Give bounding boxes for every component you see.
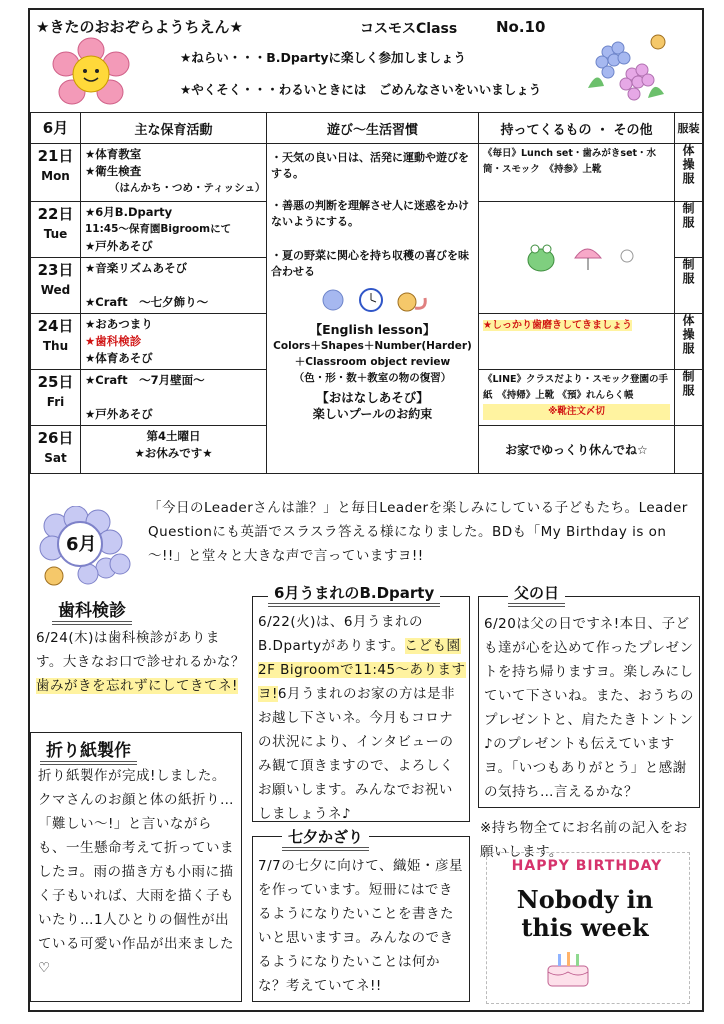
origami-body: 折り紙製作が完成!しました。クマさんのお顔と体の紙折り…「難しい～!」と言いながらも、一生懸命考えて折っていましたヨ。雨の描き方も小雨に描く子もいれば、大雨を描く子もいたり…1人ひとりの個性が出ている可愛い作品が出来ました♡ [38, 768, 234, 976]
fathersday-body: 6/20は父の日ですネ!本日、子ども達が心を込めて作ったプレゼントを持ち帰りますヨ。楽しみにしていて下さいね。また、おうちのプレゼントと、肩たたきトントン♪のプレゼントも伝えていますヨ。「いつもありがとう」と感謝の気持ち…言えるかな？ [484, 616, 694, 800]
birthday-text: Nobody in this week [516, 885, 654, 942]
habit-1: ・天気の良い日は、活発に運動や遊びをする。 [271, 151, 469, 180]
items-cell: お家でゆっくり休んでね☆ [479, 426, 675, 474]
activity-cell: 第4土曜日 ★お休みです★ [81, 426, 267, 474]
date-cell: 23日 Wed [31, 258, 81, 314]
frog-umbrella-icon [483, 236, 663, 276]
date-cell: 25日 Fri [31, 370, 81, 426]
english-lesson-sub: （色・形・数＋教室の物の復習） [293, 372, 452, 384]
items-cell: 《LINE》クラスだより・スモック登園の手紙 《持帰》上靴 《預》れんらく帳 ※靴注文〆切 [479, 370, 675, 426]
habits-cell [267, 144, 479, 474]
tanabata-body: 7/7の七夕に向けて、織姫・彦星を作っています。短冊にはできるようになりたいことを書きたいと思いますヨ。みんなのできるようになりたいことは何かな？考えていてネ!! [258, 858, 463, 994]
date-cell: 24日 Thu [31, 314, 81, 370]
origami-title: 折り紙製作 [40, 736, 137, 765]
items-header: 持ってくるもの ・ その他 [479, 113, 675, 144]
bdparty-body: 6/22(火)は、6月うまれのB.Dpartyがあります。こども園2F Bigroomで11:45～ありますヨ!6月うまれのお家の方は是非お越し下さいネ。今月もコロナの状況により、インタビューのみ観て頂きますので、よろしくお願いします。みんなでお祝いしましょうネ♪ [258, 614, 466, 822]
habits-header: 遊び～生活習慣 [267, 113, 479, 144]
bdparty-title: 6月うまれのB.Dparty [268, 582, 440, 607]
school-name: ★きたのおおぞらようちえん★ [36, 18, 243, 36]
month-header: 6月 [31, 113, 81, 144]
date-cell: 22日 Tue [31, 202, 81, 258]
aim-text: ★ねらい・・・B.Dpartyに楽しく参加しましょう [180, 50, 467, 65]
story-body: 楽しいプールのお約束 [312, 407, 433, 421]
activity-header: 主な保育活動 [81, 113, 267, 144]
promise-text: ★やくそく・・・わるいときには ごめんなさいをいいましょう [180, 82, 542, 97]
name-note: ※持ち物全てにお名前の記入をお願いします。 [480, 820, 688, 860]
tanabata-title: 七夕かざり [282, 826, 369, 851]
habit-3: ・夏の野菜に関心を持ち収穫の喜びを味合わせる [271, 249, 469, 278]
items-cell: ★しっかり歯磨きしてきましょう [479, 314, 675, 370]
table-row [31, 144, 703, 202]
cake-icon [540, 946, 596, 990]
issue-number: No.10 [496, 18, 546, 36]
birthday-banner: HAPPY BIRTHDAY [511, 858, 663, 874]
activity-cell: ★体育教室 ★衛生検査 （はんかち・つめ・ティッシュ） [81, 144, 267, 202]
schedule-table [30, 112, 703, 474]
clothes-cell: 制服 [675, 258, 703, 314]
clothes-cell: 制服 [675, 202, 703, 258]
clothes-cell: 制服 [675, 370, 703, 426]
activity-cell: ★音楽リズムあそび ★Craft ～七夕飾り～ [81, 258, 267, 314]
fathersday-title: 父の日 [508, 582, 565, 607]
clothes-cell: 体操服 [675, 314, 703, 370]
hydrangea-icon [578, 28, 678, 110]
table-header-row [31, 113, 703, 144]
class-name: コスモスClass [360, 21, 458, 37]
activity-cell: ★Craft ～7月壁面～ ★戸外あそび [81, 370, 267, 426]
dental-title: 歯科検診 [52, 596, 132, 625]
intro-text: 「今日のLeaderさんは誰？」と毎日Leaderを楽しみにしている子どもたち。Leader Questionにも英語でスラスラ答える様になりました。BDも「My Birthday is on～!!」と堂々と大きな声で言っていますヨ!! [148, 500, 688, 564]
english-lesson-body: Colors＋Shapes＋Number(Harder)＋Classroom object review [273, 340, 472, 368]
activity-cell: ★おあつまり ★歯科検診 ★体育あそび [81, 314, 267, 370]
story-title: 【おはなしあそび】 [316, 390, 429, 405]
clothes-cell [675, 426, 703, 474]
date-cell: 21日 Mon [31, 144, 81, 202]
items-cell [479, 202, 675, 314]
date-cell: 26日 Sat [31, 426, 81, 474]
habit-2: ・善悪の判断を理解させ人に迷惑をかけないようにする。 [271, 199, 469, 228]
month-badge: 6月 [66, 534, 97, 555]
clothes-cell: 体操服 [675, 144, 703, 202]
activity-cell: ★6月B.Dparty 11:45～保育園Bigroomにて ★戸外あそび [81, 202, 267, 258]
clothes-header: 服装 [675, 113, 703, 144]
items-cell: 《毎日》Lunch set・歯みがきset・水筒・スモック 《持参》上靴 [479, 144, 675, 202]
english-lesson-title: 【English lesson】 [309, 322, 436, 337]
flower-icon [48, 36, 134, 114]
dental-body: 6/24(木)は歯科検診があります。大きなお口で診せれるかな？歯みがきを忘れずにしてきてネ! [36, 630, 245, 694]
